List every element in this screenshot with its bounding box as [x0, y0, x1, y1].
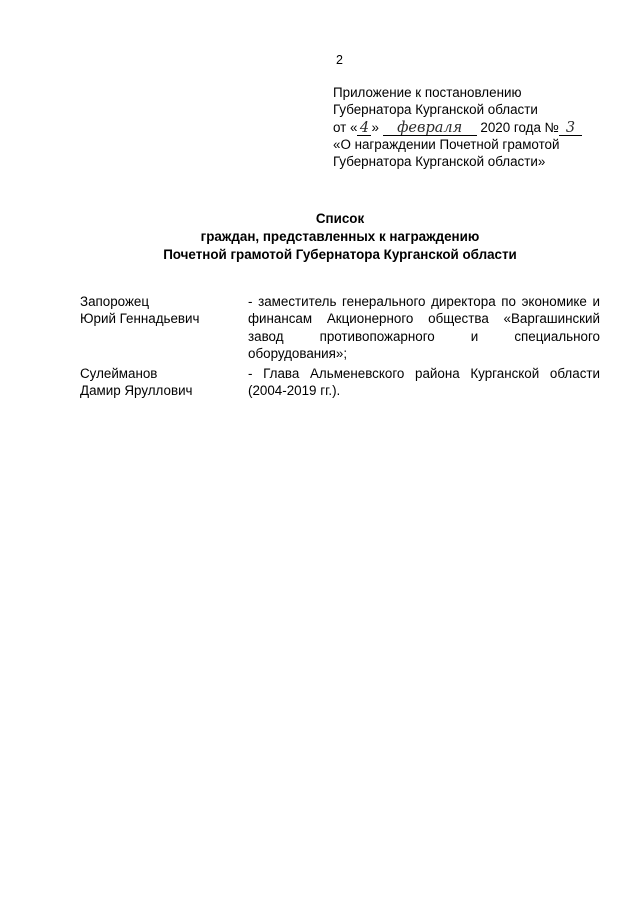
list-item	[80, 365, 600, 400]
awardee-surname: Запорожец	[80, 294, 150, 309]
handwritten-day: 4	[359, 119, 370, 136]
appendix-header	[333, 84, 613, 170]
date-month-field	[383, 121, 477, 136]
doc-number-field	[559, 121, 582, 136]
handwritten-month: февраля	[397, 119, 463, 136]
awardee-description: - заместитель генерального директора по экономике и финансам Акционерного общества «Варгашинский завод противопожарного и специального оборудования»;	[248, 294, 600, 361]
date-quote-close: »	[371, 119, 379, 135]
appendix-line-1: Приложение к постановлению	[333, 85, 522, 100]
list-item	[80, 293, 600, 362]
title-line-1: Список	[315, 211, 365, 226]
page-number: 2	[336, 53, 343, 67]
awardee-name	[80, 293, 248, 362]
awardee-surname: Сулейманов	[80, 366, 158, 382]
appendix-line-2: Губернатора Курганской области	[333, 102, 538, 118]
awardee-given-names: Юрий Геннадьевич	[80, 311, 200, 327]
date-day-field	[357, 121, 371, 136]
appendix-line-5: Губернатора Курганской области»	[333, 154, 546, 170]
title-line-3: Почетной грамотой Губернатора Курганской области	[163, 246, 517, 262]
appendix-date-line	[333, 119, 613, 136]
awardee-given-names: Дамир Яруллович	[80, 383, 193, 399]
awardee-name	[80, 365, 248, 400]
date-year-text: 2020 года №	[480, 119, 559, 135]
appendix-line-4: «О награждении Почетной грамотой	[333, 136, 560, 152]
handwritten-doc-number: 3	[565, 119, 576, 136]
date-prefix: от «	[333, 119, 358, 135]
awardees-list	[80, 293, 600, 400]
document-title	[0, 210, 640, 263]
title-line-2: граждан, представленных к награждению	[200, 228, 480, 244]
awardee-description: - Глава Альменевского района Курганской области (2004-2019 гг.).	[248, 366, 600, 399]
